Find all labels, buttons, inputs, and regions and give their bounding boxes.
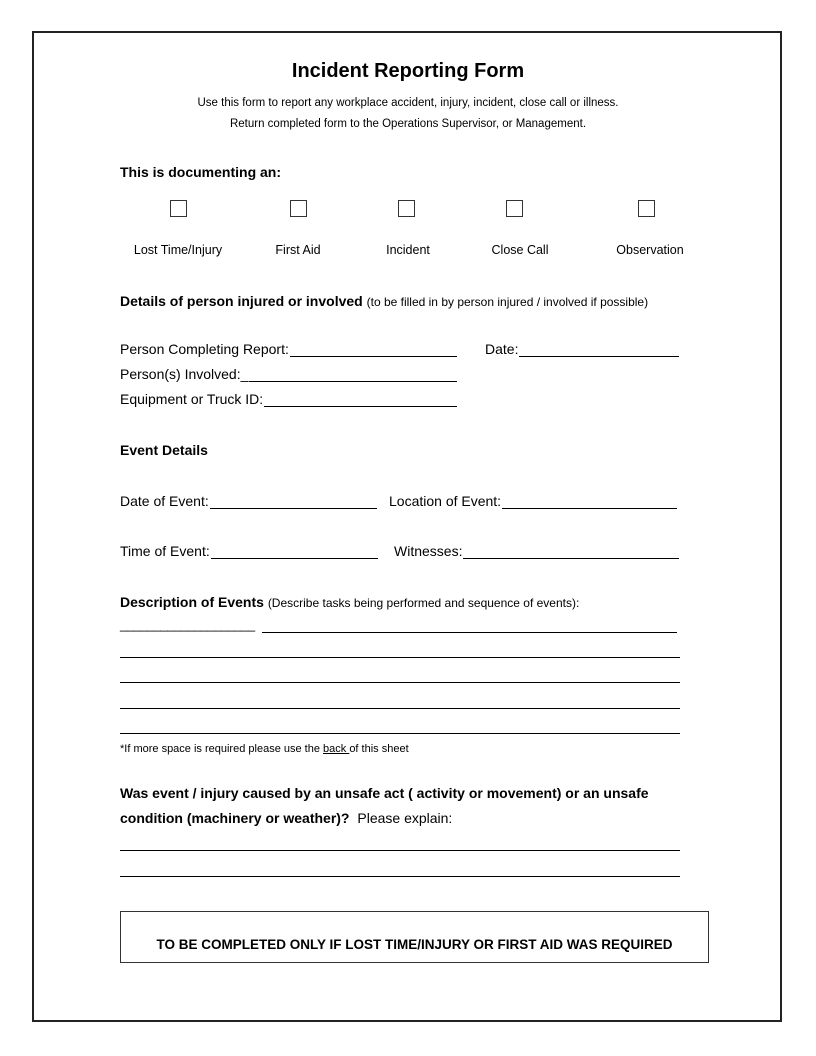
- witnesses-field[interactable]: [394, 543, 679, 559]
- label-first-aid: First Aid: [275, 243, 321, 257]
- unsafe-question-line-1: Was event / injury caused by an unsafe act ( activity or movement) or an unsafe: [120, 785, 649, 801]
- label-observation: Observation: [616, 243, 684, 257]
- time-of-event-label: Time of Event:: [120, 543, 210, 559]
- more-space-note: [120, 743, 409, 755]
- label-lost-time-injury: Lost Time/Injury: [133, 243, 223, 257]
- checkbox-lost-time-injury[interactable]: [170, 200, 187, 217]
- location-of-event-label: Location of Event:: [389, 493, 502, 509]
- description-note: (Describe tasks being performed and sequence of events):: [267, 596, 580, 610]
- time-of-event-line[interactable]: [211, 544, 378, 559]
- description-line-4[interactable]: [120, 708, 680, 709]
- date-of-event-field[interactable]: [120, 493, 377, 509]
- back-link: back: [323, 743, 350, 755]
- details-heading-text: Details of person injured or involved: [120, 293, 363, 309]
- persons-involved-line[interactable]: [249, 367, 457, 382]
- checkbox-first-aid[interactable]: [290, 200, 307, 217]
- description-line-1[interactable]: [262, 632, 677, 633]
- label-incident: Incident: [386, 243, 430, 257]
- location-of-event-line[interactable]: [502, 494, 677, 509]
- person-completing-field[interactable]: [120, 341, 457, 357]
- person-completing-label: Person Completing Report:: [120, 341, 289, 357]
- description-line-5[interactable]: [120, 733, 680, 734]
- date-of-event-label: Date of Event:: [120, 493, 209, 509]
- location-of-event-field[interactable]: [389, 493, 677, 509]
- checkbox-incident[interactable]: [398, 200, 415, 217]
- persons-involved-label: Person(s) Involved:_: [120, 366, 249, 382]
- lost-time-box-text: TO BE COMPLETED ONLY IF LOST TIME/INJURY OR FIRST AID WAS REQUIRED: [156, 937, 673, 952]
- description-line-2[interactable]: [120, 657, 680, 658]
- person-completing-line[interactable]: [290, 342, 457, 357]
- persons-involved-field[interactable]: [120, 366, 457, 382]
- equipment-field[interactable]: [120, 391, 457, 407]
- explain-line-1[interactable]: [120, 850, 680, 851]
- date-line[interactable]: [519, 342, 679, 357]
- date-label: Date:: [485, 341, 519, 357]
- checkbox-observation[interactable]: [638, 200, 655, 217]
- unsafe-question-bold: condition (machinery or weather)?: [120, 810, 350, 826]
- form-instructions-2: Return completed form to the Operations Supervisor, or Management.: [229, 118, 587, 130]
- equipment-line[interactable]: [264, 392, 457, 407]
- date-of-event-line[interactable]: [210, 494, 377, 509]
- witnesses-line[interactable]: [463, 544, 679, 559]
- event-details-heading: Event Details: [120, 442, 208, 458]
- description-line-3[interactable]: [120, 682, 680, 683]
- equipment-label: Equipment or Truck ID:: [120, 391, 264, 407]
- witnesses-label: Witnesses:: [394, 543, 463, 559]
- label-close-call: Close Call: [491, 243, 549, 257]
- form-instructions-1: Use this form to report any workplace accident, injury, incident, close call or illness.: [197, 97, 619, 109]
- time-of-event-field[interactable]: [120, 543, 378, 559]
- explain-line-2[interactable]: [120, 876, 680, 877]
- documenting-heading: This is documenting an:: [120, 164, 282, 180]
- description-heading: [120, 594, 579, 610]
- form-title: Incident Reporting Form: [291, 60, 525, 82]
- unsafe-question-line-2: [120, 810, 452, 826]
- checkbox-close-call[interactable]: [506, 200, 523, 217]
- description-first-line-dashes: ____________________: [120, 617, 255, 632]
- unsafe-explain-label: Please explain:: [357, 810, 453, 826]
- details-note: (to be filled in by person injured / involved if possible): [366, 295, 649, 309]
- more-space-pre: *If more space is required please use the: [120, 743, 324, 755]
- lost-time-box: [120, 911, 709, 963]
- more-space-post: of this sheet: [349, 743, 409, 755]
- date-field[interactable]: [485, 341, 679, 357]
- description-heading-text: Description of Events: [120, 594, 264, 610]
- details-heading: [120, 293, 648, 309]
